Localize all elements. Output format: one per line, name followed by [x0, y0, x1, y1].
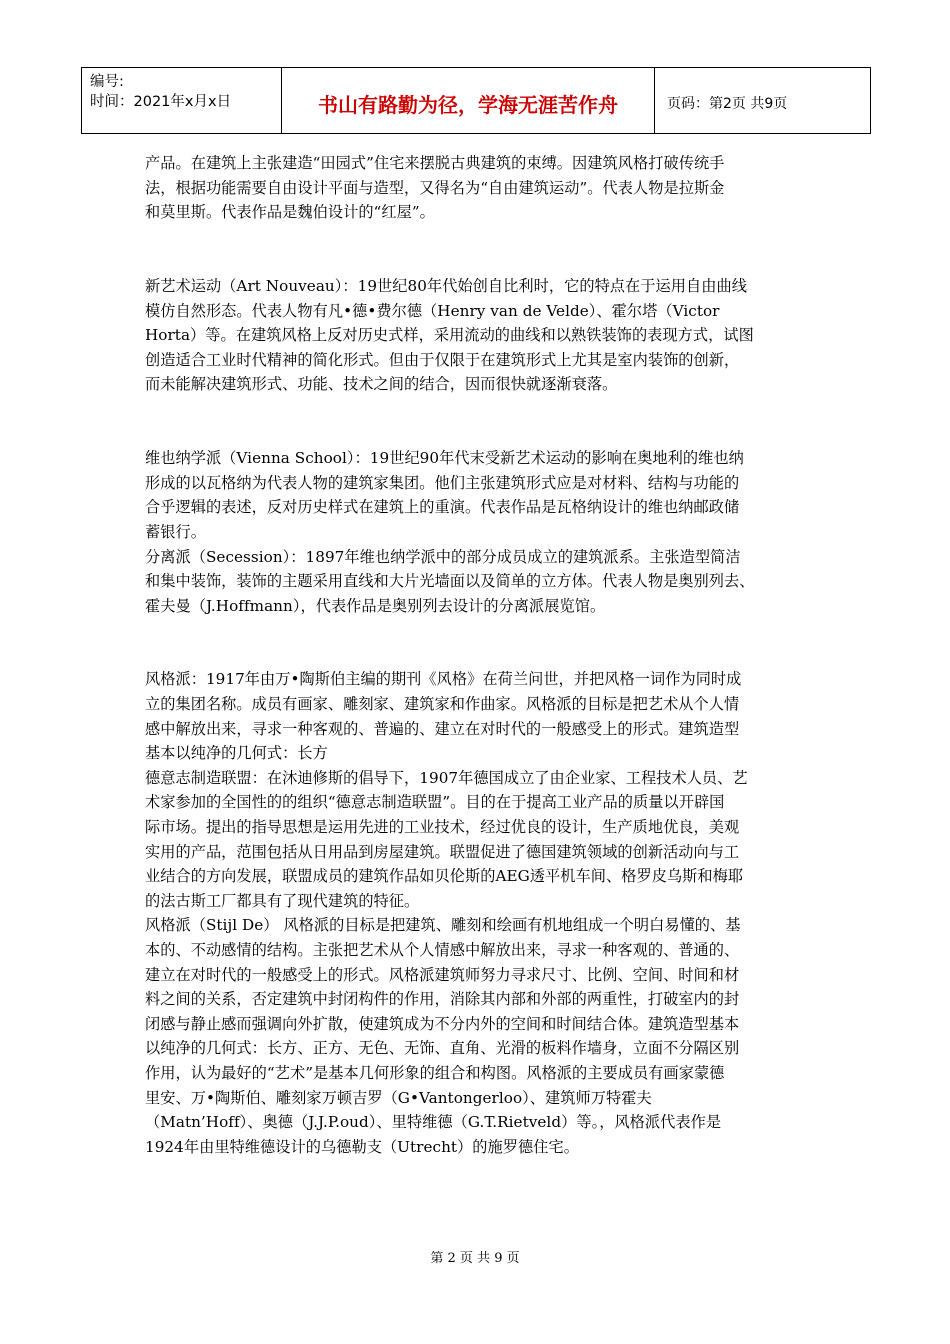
header-motto: 书山有路勤为径，学海无涯苦作舟 [282, 68, 655, 133]
paragraph-vienna-school: 维也纳学派（Vienna School）：19世纪90年代末受新艺术运动的影响在奥地利的维也纳 形成的以瓦格纳为代表人物的建筑家集团。他们主张建筑形式应是对材料、结构与功能的 合乎逻辑的表述，反对历史样式在建筑上的重演。代表作品是瓦格纳设计的维也纳邮政储 蓄银行。 分离派（Secession）：1897年维也纳学派中的部分成员成立的建筑派系。主张造型简洁 和集中装饰，装饰的主题采用直线和大片光墙面以及简单的立方体。代表人物是奥别列去、 霍夫曼（J.Hoffmann），代表作品是奥别列去设计的分离派展览馆。 [145, 449, 755, 615]
header-page-info: 页码：第2页 共9页 [667, 95, 788, 112]
document-header [81, 67, 871, 134]
document-body [145, 151, 810, 1159]
paragraph-de-stijl: 风格派：1917年由万•陶斯伯主编的期刊《风格》在荷兰问世，并把风格一词作为同时成 立的集团名称。成员有画家、雕刻家、建筑家和作曲家。风格派的目标是把艺术从个人情 感中解放出来，寻求一种客观的、普遍的、建立在对时代的一般感受上的形式。建筑造型 基本以纯净的几何式：长方 德意志制造联盟：在沐迪修斯的倡导下，1907年德国成立了由企业家、工程技术人员、艺 术家参加的全国性的的组织“德意志制造联盟”。目的在于提高工业产品的质量以开辟国 际市场。提出的指导思想是运用先进的工业技术，经过优良的设计，生产质地优良，美观 实用的产品，范围包括从日用品到房屋建筑。联盟促进了德国建筑领域的创新活动向与工 业结合的方向发展，联盟成员的建筑作品如贝伦斯的AEG透平机车间、格罗皮乌斯和梅耶 的法古斯工厂都具有了现代建筑的特征。 风格派（Stijl De） 风格派的目标是把建筑、雕刻和绘画有机地组成一个明白易懂的、基 本的、不动感情的结构。主张把艺术从个人情感中解放出来，寻求一种客观的、普通的、 建立在对时代的一般感受上的形式。风格派建筑师努力寻求尺寸、比例、空间、时间和材 料之间的关系，否定建筑中封闭构件的作用，消除其内部和外部的两重性，打破室内的封 闭感与静止感而强调向外扩散，使建筑成为不分内外的空间和时间结合体。建筑造型基本 以纯净的几何式：长方、正方、无色、无饰、直角、光滑的板料作墙身，立面不分隔区别 作用，认为最好的“艺术”是基本几何形象的组合和构图。风格派的主要成员有画家蒙德 里安、万•陶斯伯、雕刻家万顿吉罗（G•Vantongerloo）、建筑师万特霍夫 （Matn’Hoff）、奥德（J.J.P.oud）、里特维德（G.T.Rietveld）等。，风格派代表作是 1924年由里特维德设计的乌德勒支（Utrecht）的施罗德住宅。 [145, 670, 748, 1156]
number-label: 编号: [90, 74, 124, 90]
header-meta [82, 68, 282, 133]
paragraph-art-nouveau: 新艺术运动（Art Nouveau）：19世纪80年代始创自比利时，它的特点在于运用自由曲线 模仿自然形态。代表人物有凡•德•费尔德（Henry van de Velde）、霍尔塔（Victor Horta）等。在建筑风格上反对历史式样，采用流动的曲线和以熟铁装饰的表现方式，试图 创造适合工业时代精神的简化形式。但由于仅限于在建筑形式上尤其是室内装饰的创新， 而未能解决建筑形式、功能、技术之间的结合，因而很快就逐渐衰落。 [145, 276, 754, 394]
page-footer: 第 2 页 共 9 页 [430, 1251, 520, 1266]
time-label: 时间：2021年x月x日 [90, 94, 232, 110]
paragraph-craft-movement: 产品。在建筑上主张建造“田园式”住宅来摆脱古典建筑的束缚。因建筑风格打破传统手 法，根据功能需要自由设计平面与造型，又得名为“自由建筑运动”。代表人物是拉斯金 和莫里斯。代表作品是魏伯设计的“红屋”。 [145, 154, 725, 222]
